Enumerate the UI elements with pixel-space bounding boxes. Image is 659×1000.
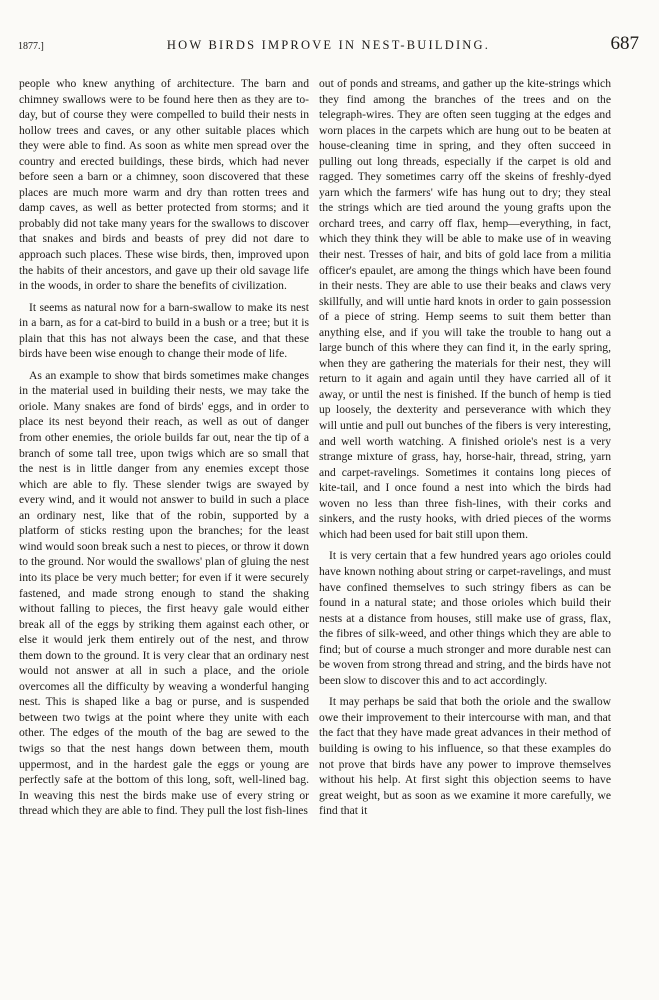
paragraph: out of ponds and streams, and gather up the kite-strings which they find among the branches of the trees and on the telegraph-wires. They are often seen tugging at the edges and worn places in the carpets which are hung out to be beaten at house-cleaning time in spring, and they often succeed in pulling out long threads, especially if the carpet is old and ragged. They sometimes carry off the skeins of freshly-dyed yarn which the farmers' wife has hung out to dry; they steal the strings which are tied around the young grafts upon the orchard trees, and carry off flax, hemp—everything, in fact, which they think they will be able to make use of in weaving their nest. Tresses of hair, and bits of gold lace from a militia officer's epaulet, are among the things which have been found in their nests. They are able to use their beaks and claws very skillfully, and will untie hard knots in order to gain possession of a piece of string. Hemp seems to suit them better than anything else, and if you will take the trouble to hang out a large bunch of this where they can find it, in the early spring, when they are gathering the materials for their nest, they will return to it again and again until they have carried all of it away, or until the nest is finished. If the bunch of hemp is tied up loosely, the dexterity and perseverance with which they will untie and pull out bunches of the fibers is very interesting, and well worth watching. A finished oriole's nest is a very strange mixture of grass, hay, horse-hair, thread, string, yarn and carpet-ravelings. Sometimes it contains long pieces of kite-tail, and I once found a nest into which the birds had woven no less than three fish-lines, with their corks and sinkers, and the rusty hooks, with dried pieces of the worms which had been used for bait still upon them.	[319, 77, 611, 541]
running-header	[18, 33, 639, 55]
paragraph: It may perhaps be said that both the oriole and the swallow owe their improvement to their intercourse with man, and that the fact that they have made great advances in their method of building is owing to his influence, so that these examples do not prove that birds have any power to improve themselves without his help. At first sight this objection seems to have great weight, but as soon as we examine it more carefully, we find that it	[319, 695, 611, 818]
page-number: 687	[610, 33, 639, 54]
left-column	[19, 76, 309, 825]
right-column	[319, 76, 611, 825]
header-title: HOW BIRDS IMPROVE IN NEST-BUILDING.	[166, 38, 491, 52]
paragraph: It is very certain that a few hundred years ago orioles could have known nothing about string or carpet-ravelings, and must have confined themselves to such stringy fibers as can be found in a natural state; and those orioles which build their nests at a distance from houses, still make use of grass, flax, the fibres of silk-weed, and other things which they are able to find; but of course a much stronger and more durable nest can be woven from strong thread and string, and the birds have not been slow to discover this and to act accordingly.	[319, 549, 611, 687]
paragraph: As an example to show that birds sometimes make changes in the material used in building their nests, we may take the oriole. Many snakes are fond of birds' eggs, and in order to place its nest beyond their reach, as well as out of danger from other enemies, the oriole builds far out, near the tip of a branch of some tall tree, upon twigs which are so small that the nest is in little danger from any enemies except those which are able to fly. These slender twigs are swayed by every wind, and it would not answer to build in such a place an ordinary nest, like that of the robin, supported by a platform of sticks resting upon the branches; for the least wind would soon break such a nest to pieces, or throw it down to the ground. Nor would the swallows' plan of gluing the nest into its place be very much better; for even if it were securely fastened, and made strong enough to stand the shaking without falling to pieces, the first heavy gale would either break all of the eggs by striking them against each other, or else it would jerk them entirely out of the nest, and throw them down to the ground. It is very clear that an ordinary nest would not answer at all in such a place, and the oriole overcomes all the difficulty by weaving a wonderful hanging nest. This is shaped like a bag or purse, and is suspended between two twigs at the point where they unite with each other. The edges of the mouth of the bag are sewed to the twigs so that the nest hangs down between them, mouth uppermost, and in the hardest gale the eggs or young are perfectly safe at the bottom of this long, soft, well-lined bag. In weaving this nest the birds make use of every string or thread which they are able to find. They pull the lost fish-lines	[19, 368, 309, 818]
paragraph: It seems as natural now for a barn-swallow to make its nest in a barn, as for a cat-bird to build in a bush or a tree; but it is plain that this has not always been the case, and that these birds have been wise enough to change their mode of life.	[19, 300, 309, 361]
paragraph: people who knew anything of architecture. The barn and chimney swallows were to be found here then as they are to-day, but of course they were compelled to build their nests in hollow trees and caves, or any other suitable places which they were able to find. As soon as white men spread over the country and erected buildings, these birds, which had never before seen a barn or a chimney, soon discovered that these places are much more warm and dry than rotten trees and damp caves, as well as better protected from storms; and it probably did not take many years for the swallows to discover that snakes and birds and beasts of prey did not dare to approach such places. These wise birds, then, improved upon the habits of their ancestors, and gave up their old savage life in the woods, in order to share the benefits of civilization.	[19, 77, 309, 293]
header-year: 1877.]	[18, 41, 44, 52]
